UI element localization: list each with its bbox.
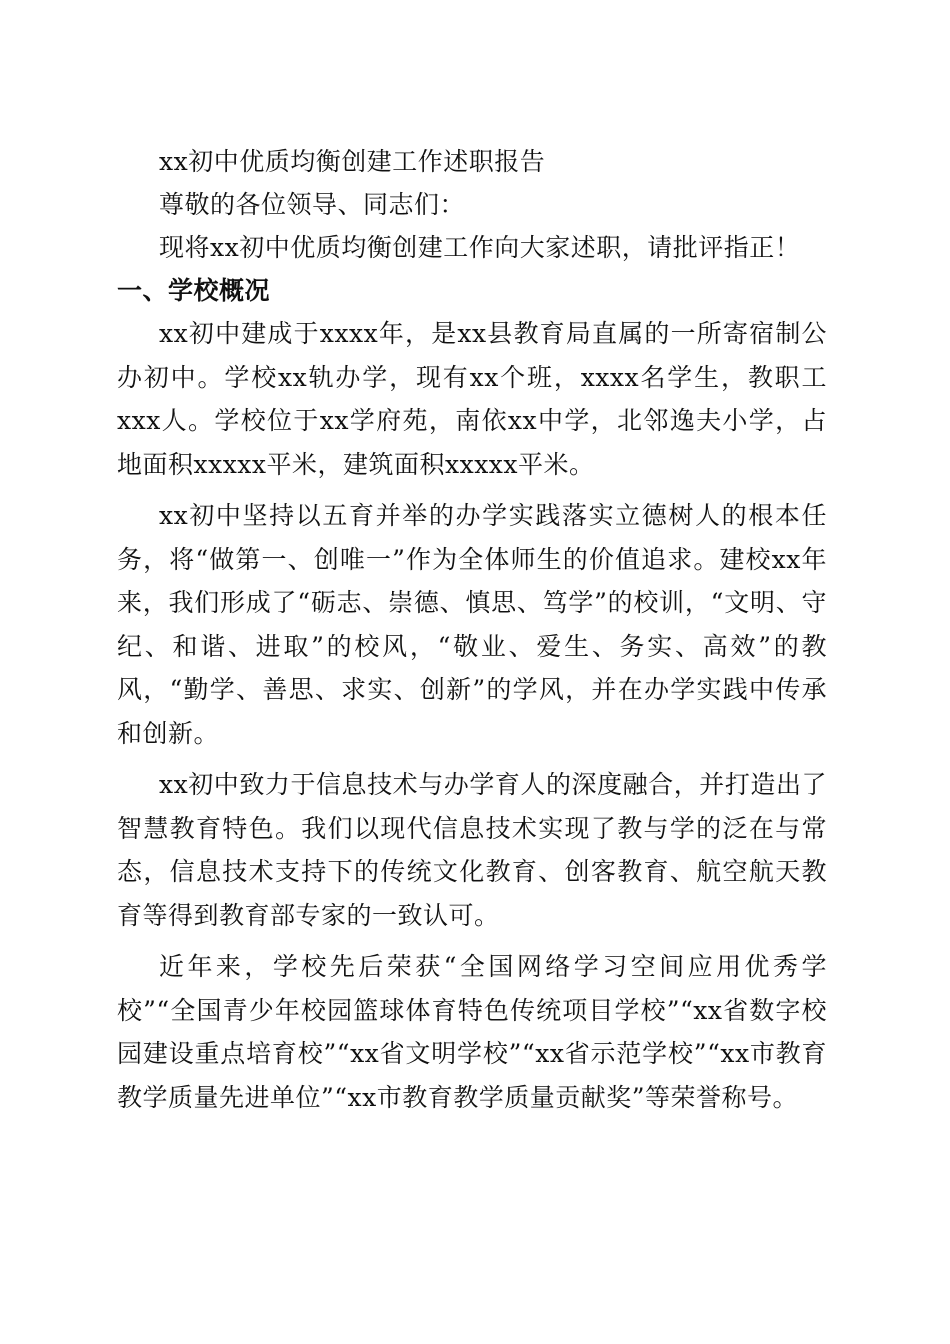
paragraph-values: xx初中坚持以五育并举的办学实践落实立德树人的根本任务，将“做第一、创唯一”作为全体师生的价值追求。建校xx年来，我们形成了“砺志、崇德、慎思、笃学”的校训，“文明、守纪、和谐、进取”的校风，“敬业、爱生、务实、高效”的教风，“勤学、善思、求实、创新”的学风，并在办学实践中传承和创新。 — [117, 501, 827, 748]
paragraph-smart-education: xx初中致力于信息技术与办学育人的深度融合，并打造出了智慧教育特色。我们以现代信息技术实现了教与学的泛在与常态，信息技术支持下的传统文化教育、创客教育、航空航天教育等得到教育部专家的一致认可。 — [117, 770, 827, 930]
document-body — [117, 140, 827, 1119]
paragraph-overview: xx初中建成于xxxx年，是xx县教育局直属的一所寄宿制公办初中。学校xx轨办学，现有xx个班，xxxx名学生，教职工xxx人。学校位于xx学府苑，南依xx中学，北邻逸夫小学，占地面积xxxxx平米，建筑面积xxxxx平米。 — [117, 319, 827, 479]
section-heading: 一、学校概况 — [117, 276, 271, 305]
document-title: xx初中优质均衡创建工作述职报告 — [159, 147, 546, 176]
intro-line: 现将xx初中优质均衡创建工作向大家述职，请批评指正！ — [159, 233, 801, 262]
salutation: 尊敬的各位领导、同志们： — [159, 190, 466, 219]
paragraph-honors: 近年来，学校先后荣获“全国网络学习空间应用优秀学校”“全国青少年校园篮球体育特色传统项目学校”“xx省数字校园建设重点培育校”“xx省文明学校”“xx省示范学校”“xx市教育教学质量先进单位”“xx市教育教学质量贡献奖”等荣誉称号。 — [117, 952, 827, 1112]
